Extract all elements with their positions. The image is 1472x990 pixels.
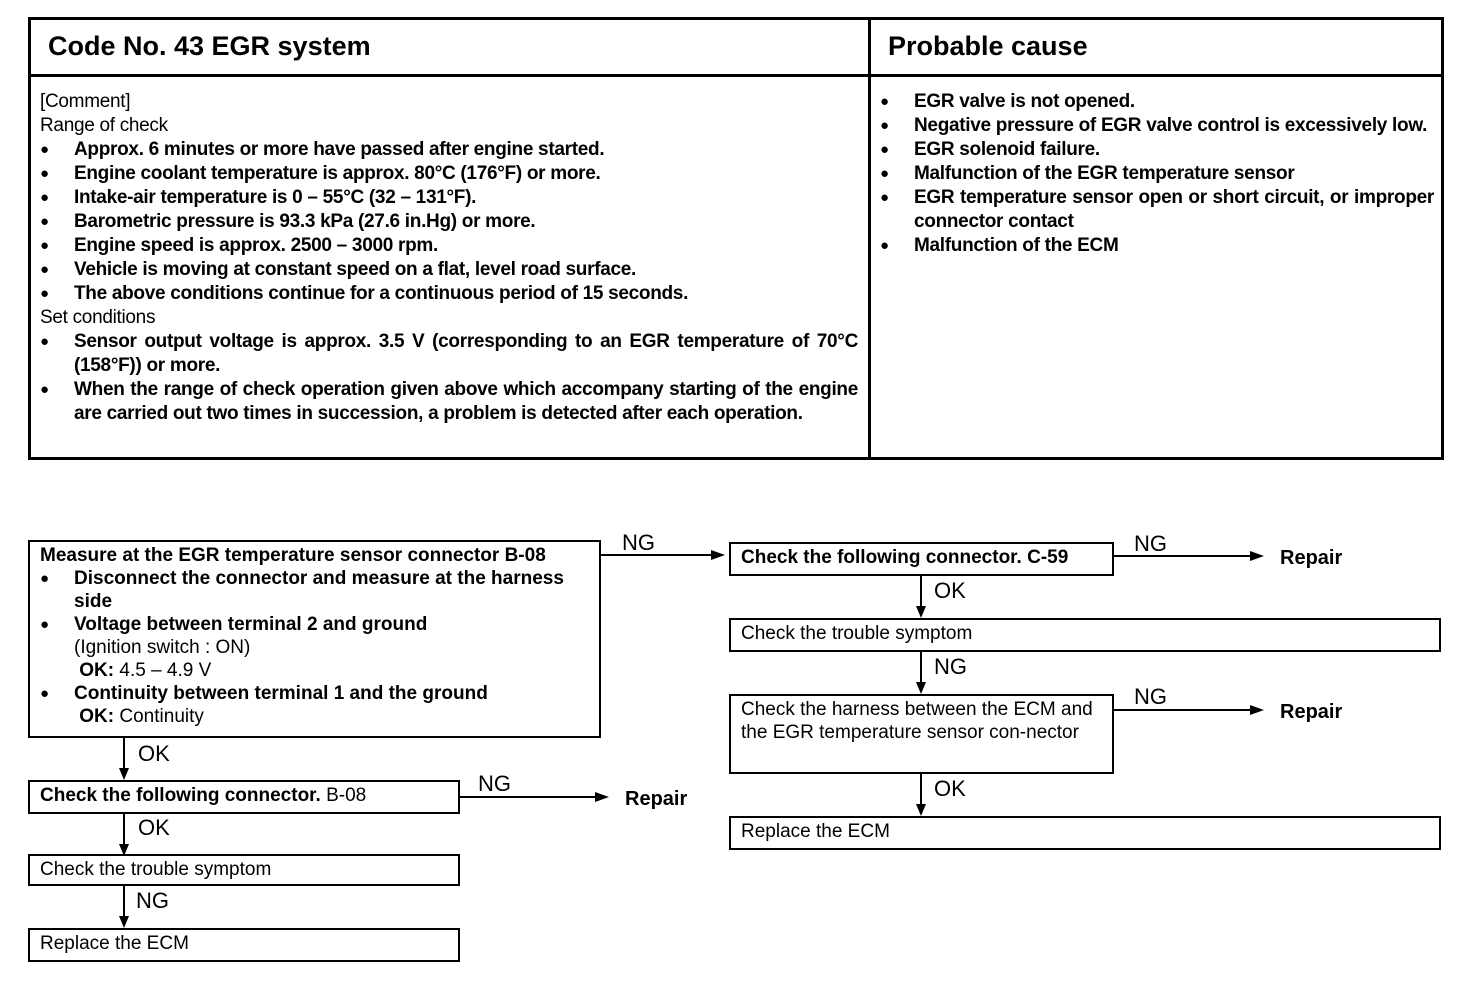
check-b08-text: Check the following connector.	[40, 785, 321, 806]
probable-cause-title: Probable cause	[888, 31, 1088, 61]
ok-label: OK	[934, 578, 966, 603]
replace-left-text: Replace the ECM	[40, 933, 189, 954]
repair-label: Repair	[1280, 701, 1343, 723]
ng-label: NG	[622, 530, 655, 555]
comment-heading: [Comment]	[40, 91, 131, 112]
ng-label: NG	[136, 888, 169, 913]
arrow-right-icon	[711, 550, 725, 560]
arrow-down-icon	[119, 768, 129, 780]
range-item: ● The above conditions continue for a continuous period of 15 seconds.	[40, 282, 858, 306]
arrow-right-icon	[595, 792, 609, 802]
range-item: ● Engine coolant temperature is approx. 80°C (176°F) or more.	[40, 162, 858, 186]
set-heading: Set conditions	[40, 307, 156, 328]
check-c59-text: Check the following connector. C-59	[741, 547, 1069, 568]
set-item: ● When the range of check operation given above which accompany starting of the engine are carried out two times in succession, a problem is detected after each operation.	[40, 378, 858, 426]
cause-item: ● Malfunction of the ECM	[880, 234, 1434, 258]
flow-line	[920, 652, 922, 684]
ng-label: NG	[1134, 684, 1167, 709]
measure-list	[40, 567, 589, 728]
flow-line	[920, 774, 922, 806]
replace-left-box	[28, 928, 460, 962]
range-item: ● Approx. 6 minutes or more have passed after engine started.	[40, 138, 858, 162]
measure-title: Measure at the EGR temperature sensor connector B-08	[40, 545, 546, 566]
replace-right-text: Replace the ECM	[741, 821, 890, 842]
ok-label: OK:	[79, 706, 115, 727]
range-list	[40, 138, 858, 306]
measure-item	[40, 613, 589, 682]
set-item: ● Sensor output voltage is approx. 3.5 V (corresponding to an EGR temperature of 70°C (158°F)) or more.	[40, 330, 858, 378]
flow-line	[123, 738, 125, 770]
ok-label: OK:	[79, 660, 115, 681]
cause-item: ● Malfunction of the EGR temperature sensor	[880, 162, 1434, 186]
flow-line	[123, 814, 125, 846]
ok-label: OK	[934, 776, 966, 801]
comment-section	[40, 90, 858, 426]
ok-label: OK	[138, 815, 170, 840]
range-heading: Range of check	[40, 115, 168, 136]
header-divider	[28, 74, 1444, 77]
ng-label: NG	[934, 654, 967, 679]
ok-label: OK	[138, 741, 170, 766]
range-item: ● Intake-air temperature is 0 – 55°C (32 – 131°F).	[40, 186, 858, 210]
cause-list	[880, 90, 1434, 258]
ng-label: NG	[1134, 531, 1167, 556]
range-item: ● Barometric pressure is 93.3 kPa (27.6 in.Hg) or more.	[40, 210, 858, 234]
harness-text: Check the harness between the ECM and the EGR temperature sensor con-nector	[741, 699, 1093, 743]
cause-item: ● EGR valve is not opened.	[880, 90, 1434, 114]
measure-item-sub: (Ignition switch : ON)	[74, 637, 251, 658]
replace-right-box	[729, 816, 1441, 850]
check-c59-box	[729, 542, 1114, 576]
measure-item-text: Continuity between terminal 1 and the ground	[74, 683, 488, 704]
range-item: ● Engine speed is approx. 2500 – 3000 rpm.	[40, 234, 858, 258]
trouble-left-box	[28, 854, 460, 886]
cause-item: ● EGR solenoid failure.	[880, 138, 1434, 162]
measure-item-text: Voltage between terminal 2 and ground	[74, 614, 428, 635]
cause-section	[880, 90, 1434, 258]
ok-value: Continuity	[119, 706, 204, 727]
cause-item: ● EGR temperature sensor open or short circuit, or improper connector contact	[880, 186, 1434, 234]
ok-value: 4.5 – 4.9 V	[119, 660, 212, 681]
arrow-down-icon	[916, 804, 926, 816]
check-b08-box	[28, 780, 460, 814]
flow-line	[920, 576, 922, 608]
arrow-right-icon	[1250, 551, 1264, 561]
arrow-down-icon	[916, 606, 926, 618]
trouble-right-box	[729, 618, 1441, 652]
code-title: Code No. 43 EGR system	[48, 31, 371, 61]
set-list	[40, 330, 858, 426]
harness-box	[729, 694, 1114, 774]
repair-label: Repair	[625, 788, 688, 810]
trouble-right-text: Check the trouble symptom	[741, 623, 973, 644]
trouble-left-text: Check the trouble symptom	[40, 859, 272, 880]
arrow-right-icon	[1250, 705, 1264, 715]
measure-box	[28, 540, 601, 738]
repair-label: Repair	[1280, 547, 1343, 569]
measure-item	[40, 682, 589, 728]
column-divider	[868, 17, 871, 460]
check-b08-code: B-08	[326, 785, 367, 806]
arrow-down-icon	[119, 916, 129, 928]
flow-line	[123, 886, 125, 918]
ng-label: NG	[478, 771, 511, 796]
measure-item: ● Disconnect the connector and measure at the harness side	[40, 567, 589, 613]
cause-item: ● Negative pressure of EGR valve control is excessively low.	[880, 114, 1434, 138]
range-item: ● Vehicle is moving at constant speed on a flat, level road surface.	[40, 258, 858, 282]
flow-line	[601, 554, 711, 556]
arrow-down-icon	[916, 682, 926, 694]
